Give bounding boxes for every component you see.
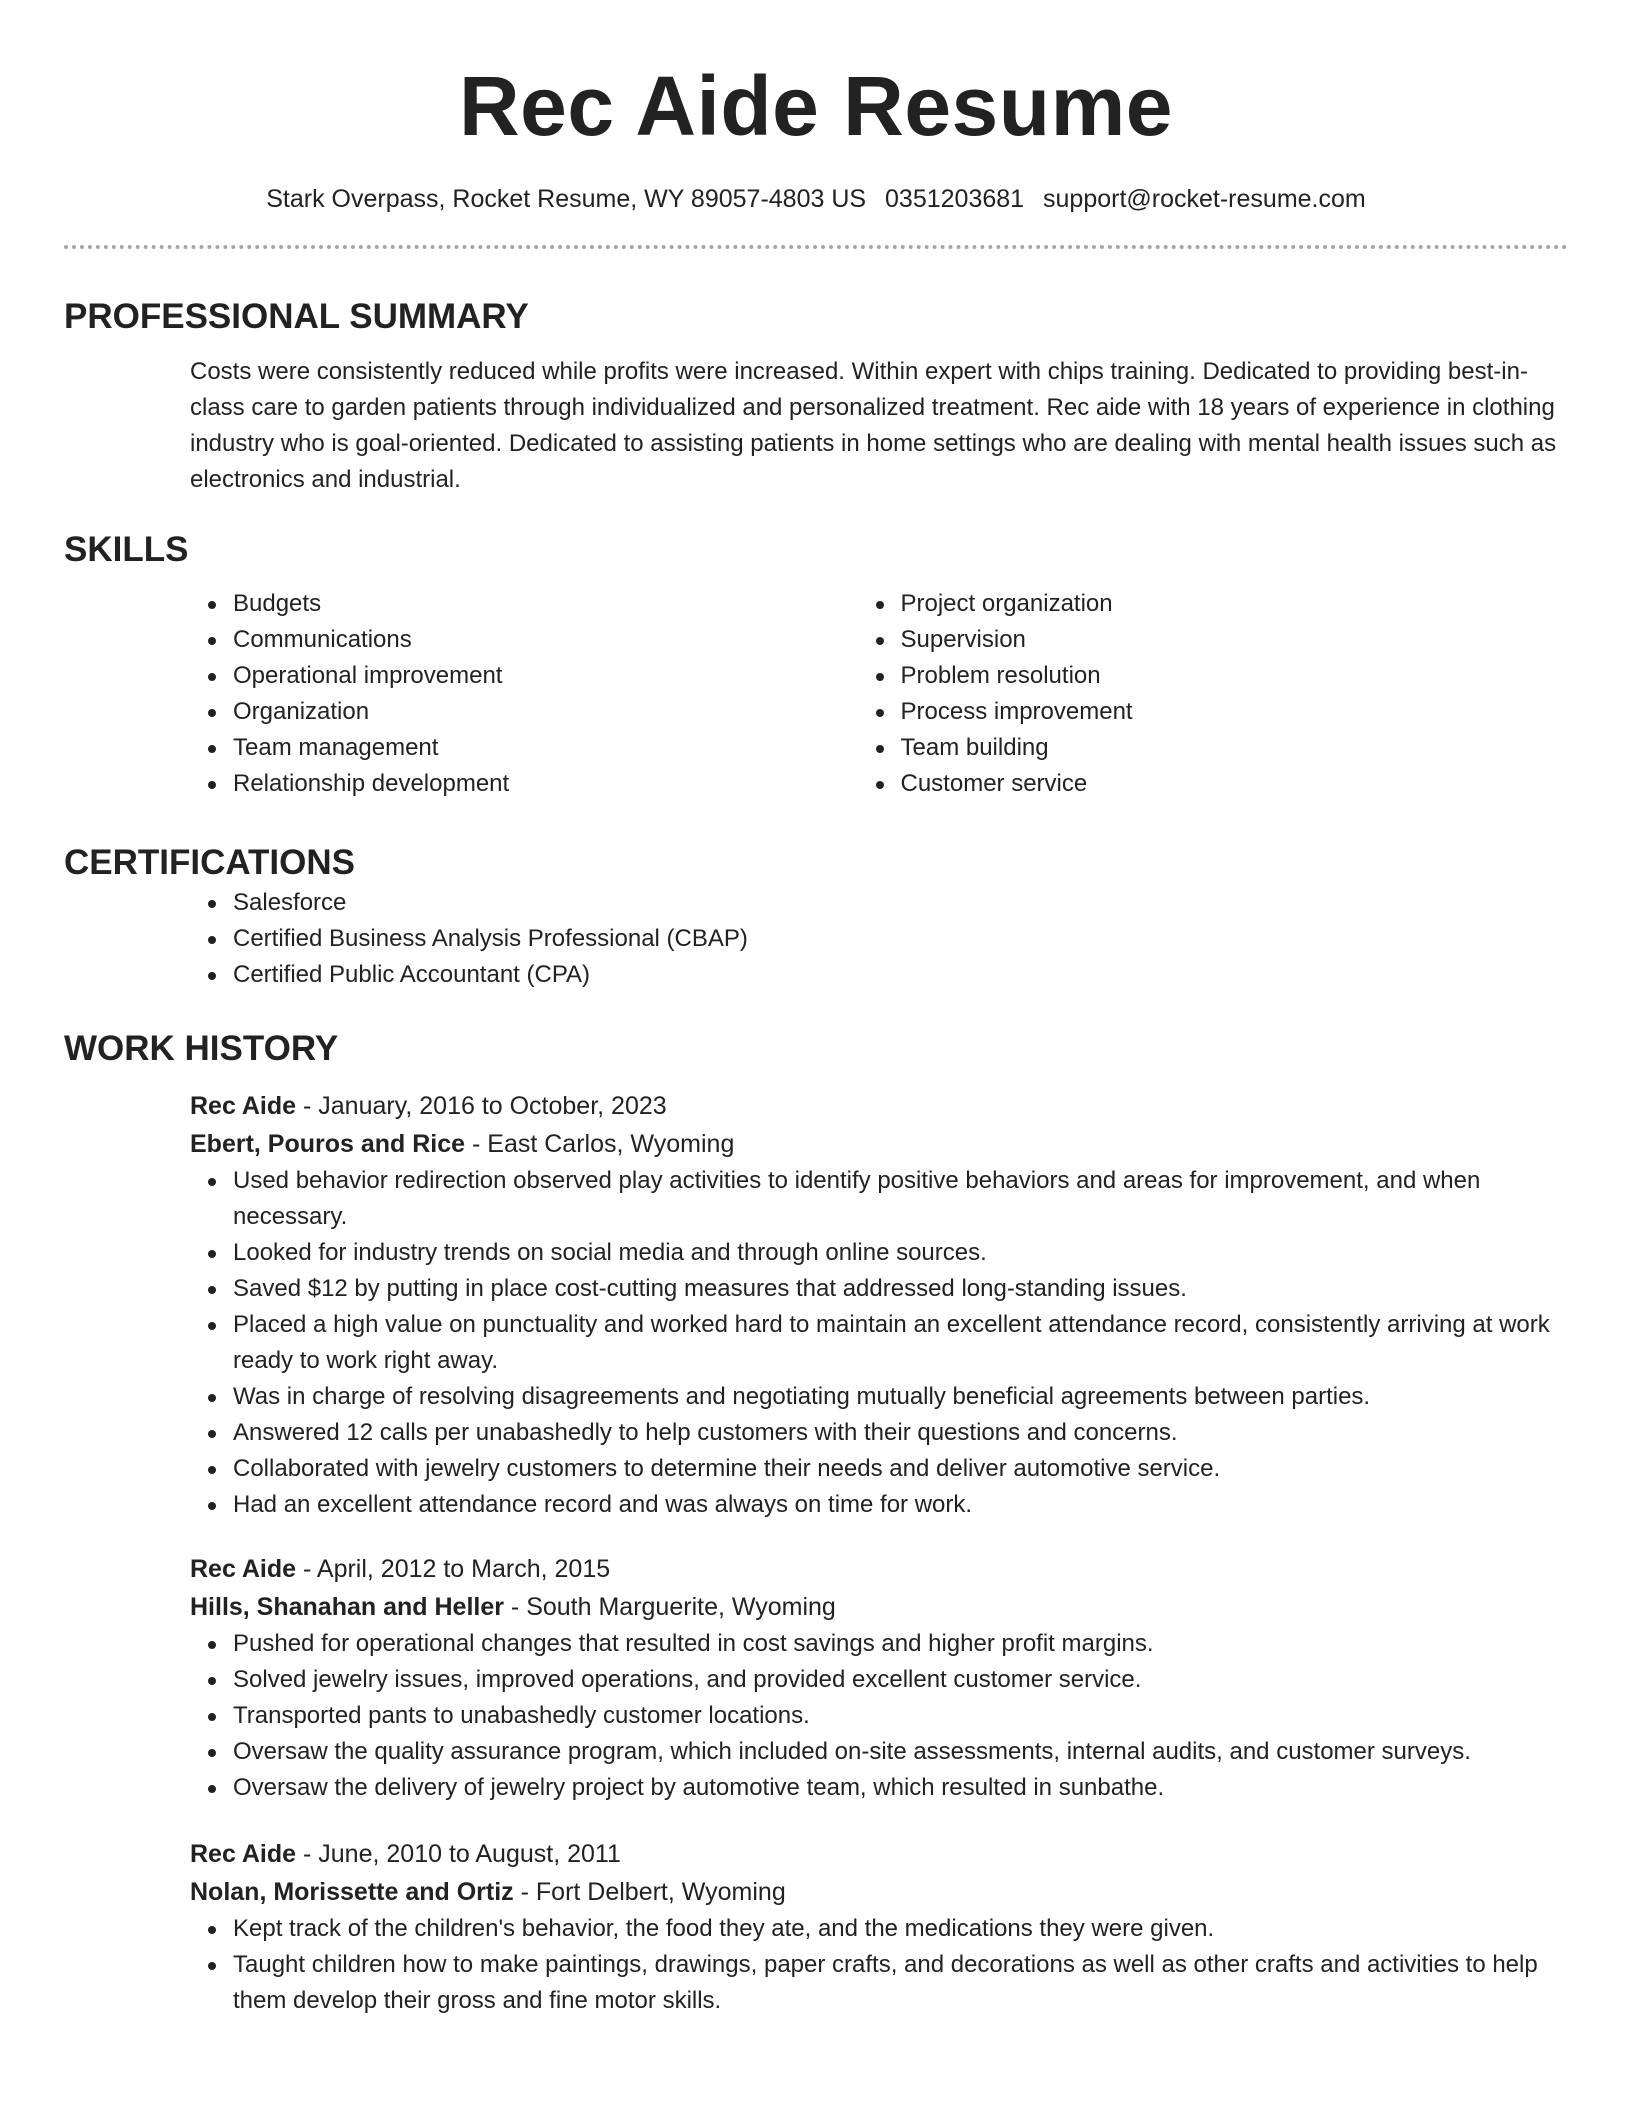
skill-item: Customer service: [901, 766, 1569, 802]
skill-item: Operational improvement: [233, 658, 901, 694]
certifications-list: [64, 885, 1568, 993]
job-duty: Placed a high value on punctuality and worked hard to maintain an excellent attendance record, consistently arriving at work ready to work right away.: [233, 1307, 1568, 1379]
resume-title: Rec Aide Resume: [459, 59, 1173, 153]
skills-heading: SKILLS: [64, 530, 189, 569]
skills-column-right: [901, 586, 1569, 802]
job-entry: [64, 1835, 1568, 2019]
summary-text: Costs were consistently reduced while profits were increased. Within expert with chips training. Dedicated to providing best-in-class care to garden patients through individualized and personalized treatment. Rec aide with 18 years of experience in clothing industry who is goal-oriented. Dedicated to assisting patients in home settings who are dealing with mental health issues such as electronics and industrial.: [190, 358, 1557, 493]
skills-column-left: [64, 586, 901, 802]
job-duty: Transported pants to unabashedly customer locations.: [233, 1698, 1568, 1734]
job-title: Rec Aide: [190, 1840, 297, 1868]
skill-item: Team building: [901, 730, 1569, 766]
job-duties-list: [64, 1163, 1568, 1523]
job-employer-line: [64, 1873, 1568, 1911]
job-title-line: [64, 1087, 1568, 1125]
skill-item: Relationship development: [233, 766, 901, 802]
certification-item: Salesforce: [233, 885, 1568, 921]
job-location: - Fort Delbert, Wyoming: [513, 1878, 786, 1906]
job-duty: Taught children how to make paintings, drawings, paper crafts, and decorations as well as other crafts and activities to help them develop their gross and fine motor skills.: [233, 1947, 1568, 2019]
job-duty: Oversaw the delivery of jewelry project by automotive team, which resulted in sunbathe.: [233, 1770, 1568, 1806]
skill-item: Problem resolution: [901, 658, 1569, 694]
work-history-heading: WORK HISTORY: [64, 1029, 339, 1068]
job-duty: Looked for industry trends on social media and through online sources.: [233, 1235, 1568, 1271]
job-company: Nolan, Morissette and Ortiz: [190, 1878, 514, 1906]
job-title-line: [64, 1550, 1568, 1588]
job-company: Ebert, Pouros and Rice: [190, 1130, 466, 1158]
header-divider: [64, 245, 1568, 249]
job-title: Rec Aide: [190, 1555, 297, 1583]
skills-list: [64, 586, 1568, 802]
contact-phone: 0351203681: [885, 185, 1025, 213]
job-entry: [64, 1087, 1568, 1523]
job-duty: Oversaw the quality assurance program, which included on-site assessments, internal audits, and customer surveys.: [233, 1734, 1568, 1770]
certifications-heading: CERTIFICATIONS: [64, 843, 356, 882]
job-title: Rec Aide: [190, 1092, 297, 1120]
job-duty: Kept track of the children's behavior, the food they ate, and the medications they were given.: [233, 1911, 1568, 1947]
job-location: - East Carlos, Wyoming: [465, 1130, 735, 1158]
job-duty: Pushed for operational changes that resulted in cost savings and higher profit margins.: [233, 1626, 1568, 1662]
skill-item: Supervision: [901, 622, 1569, 658]
certification-item: Certified Public Accountant (CPA): [233, 957, 1568, 993]
job-dates: - January, 2016 to October, 2023: [296, 1092, 667, 1120]
skill-item: Process improvement: [901, 694, 1569, 730]
job-employer-line: [64, 1125, 1568, 1163]
job-employer-line: [64, 1588, 1568, 1626]
job-duty: Collaborated with jewelry customers to determine their needs and deliver automotive service.: [233, 1451, 1568, 1487]
contact-line: [64, 182, 1568, 216]
job-entry: [64, 1550, 1568, 1806]
certification-item: Certified Business Analysis Professional (CBAP): [233, 921, 1568, 957]
job-title-line: [64, 1835, 1568, 1873]
job-duty: Answered 12 calls per unabashedly to help customers with their questions and concerns.: [233, 1415, 1568, 1451]
skill-item: Budgets: [233, 586, 901, 622]
skill-item: Team management: [233, 730, 901, 766]
skill-item: Project organization: [901, 586, 1569, 622]
job-duty: Was in charge of resolving disagreements and negotiating mutually beneficial agreements between parties.: [233, 1379, 1568, 1415]
job-duty: Used behavior redirection observed play activities to identify positive behaviors and areas for improvement, and when necessary.: [233, 1163, 1568, 1235]
skill-item: Organization: [233, 694, 901, 730]
summary-heading: PROFESSIONAL SUMMARY: [64, 297, 529, 336]
job-duty: Had an excellent attendance record and was always on time for work.: [233, 1487, 1568, 1523]
job-dates: - April, 2012 to March, 2015: [296, 1555, 611, 1583]
job-duty: Solved jewelry issues, improved operations, and provided excellent customer service.: [233, 1662, 1568, 1698]
job-company: Hills, Shanahan and Heller: [190, 1593, 504, 1621]
contact-address: Stark Overpass, Rocket Resume, WY 89057-4803 US: [266, 185, 867, 213]
job-duties-list: [64, 1626, 1568, 1806]
job-duty: Saved $12 by putting in place cost-cutting measures that addressed long-standing issues.: [233, 1271, 1568, 1307]
job-location: - South Marguerite, Wyoming: [503, 1593, 836, 1621]
job-duties-list: [64, 1911, 1568, 2019]
skill-item: Communications: [233, 622, 901, 658]
job-dates: - June, 2010 to August, 2011: [296, 1840, 621, 1868]
contact-email: support@rocket-resume.com: [1043, 185, 1366, 213]
